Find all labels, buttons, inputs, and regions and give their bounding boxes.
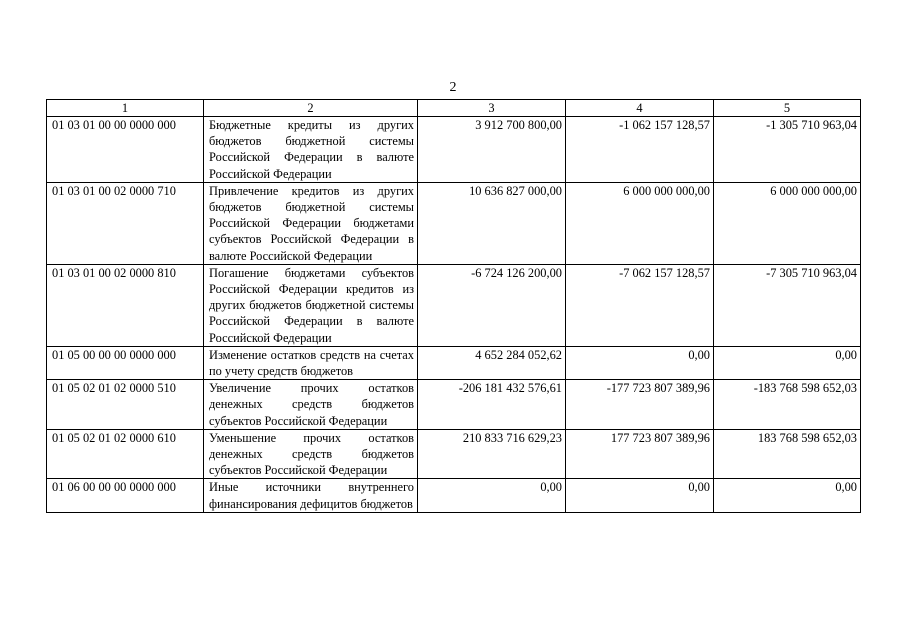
- amount-col5-cell: -7 305 710 963,04: [714, 264, 861, 346]
- item-name-cell: Уменьшение прочих остатков денежных средств бюджетов субъектов Российской Федерации: [204, 429, 418, 479]
- amount-col4-cell: 0,00: [566, 479, 714, 512]
- table-row: [47, 264, 861, 346]
- amount-col3-cell: 0,00: [418, 479, 566, 512]
- item-name-cell: Бюджетные кредиты из других бюджетов бюджетной системы Российской Федерации в валюте Российской Федерации: [204, 117, 418, 183]
- budget-sources-table: [46, 99, 861, 513]
- table-header-row: [47, 100, 861, 117]
- column-header-4: 4: [566, 100, 714, 117]
- item-name-cell: Привлечение кредитов из других бюджетов бюджетной системы Российской Федерации бюджетами субъектов Российской Федерации в валюте Российской Федерации: [204, 182, 418, 264]
- item-name-cell: Изменение остатков средств на счетах по учету средств бюджетов: [204, 346, 418, 379]
- table-row: [47, 479, 861, 512]
- budget-code-cell: 01 05 00 00 00 0000 000: [47, 346, 204, 379]
- item-name-cell: Погашение бюджетами субъектов Российской Федерации кредитов из других бюджетов бюджетной системы Российской Федерации в валюте Российской Федерации: [204, 264, 418, 346]
- column-header-5: 5: [714, 100, 861, 117]
- page-number: 2: [449, 80, 457, 95]
- amount-col4-cell: -7 062 157 128,57: [566, 264, 714, 346]
- amount-col3-cell: 10 636 827 000,00: [418, 182, 566, 264]
- amount-col5-cell: 0,00: [714, 346, 861, 379]
- amount-col3-cell: -6 724 126 200,00: [418, 264, 566, 346]
- amount-col4-cell: 6 000 000 000,00: [566, 182, 714, 264]
- budget-code-cell: 01 03 01 00 00 0000 000: [47, 117, 204, 183]
- item-name-cell: Увеличение прочих остатков денежных средств бюджетов субъектов Российской Федерации: [204, 380, 418, 430]
- amount-col4-cell: -1 062 157 128,57: [566, 117, 714, 183]
- budget-code-cell: 01 06 00 00 00 0000 000: [47, 479, 204, 512]
- amount-col4-cell: -177 723 807 389,96: [566, 380, 714, 430]
- table-row: [47, 182, 861, 264]
- column-header-1: 1: [47, 100, 204, 117]
- table-row: [47, 117, 861, 183]
- amount-col4-cell: 0,00: [566, 346, 714, 379]
- budget-code-cell: 01 03 01 00 02 0000 710: [47, 182, 204, 264]
- table-row: [47, 380, 861, 430]
- column-header-2: 2: [204, 100, 418, 117]
- amount-col3-cell: 4 652 284 052,62: [418, 346, 566, 379]
- amount-col5-cell: 183 768 598 652,03: [714, 429, 861, 479]
- column-header-3: 3: [418, 100, 566, 117]
- amount-col5-cell: 0,00: [714, 479, 861, 512]
- amount-col5-cell: -1 305 710 963,04: [714, 117, 861, 183]
- item-name-cell: Иные источники внутреннего финансирования дефицитов бюджетов: [204, 479, 418, 512]
- budget-code-cell: 01 03 01 00 02 0000 810: [47, 264, 204, 346]
- amount-col4-cell: 177 723 807 389,96: [566, 429, 714, 479]
- amount-col3-cell: -206 181 432 576,61: [418, 380, 566, 430]
- budget-code-cell: 01 05 02 01 02 0000 610: [47, 429, 204, 479]
- table-row: [47, 346, 861, 379]
- amount-col5-cell: -183 768 598 652,03: [714, 380, 861, 430]
- table-row: [47, 429, 861, 479]
- amount-col5-cell: 6 000 000 000,00: [714, 182, 861, 264]
- amount-col3-cell: 3 912 700 800,00: [418, 117, 566, 183]
- amount-col3-cell: 210 833 716 629,23: [418, 429, 566, 479]
- budget-code-cell: 01 05 02 01 02 0000 510: [47, 380, 204, 430]
